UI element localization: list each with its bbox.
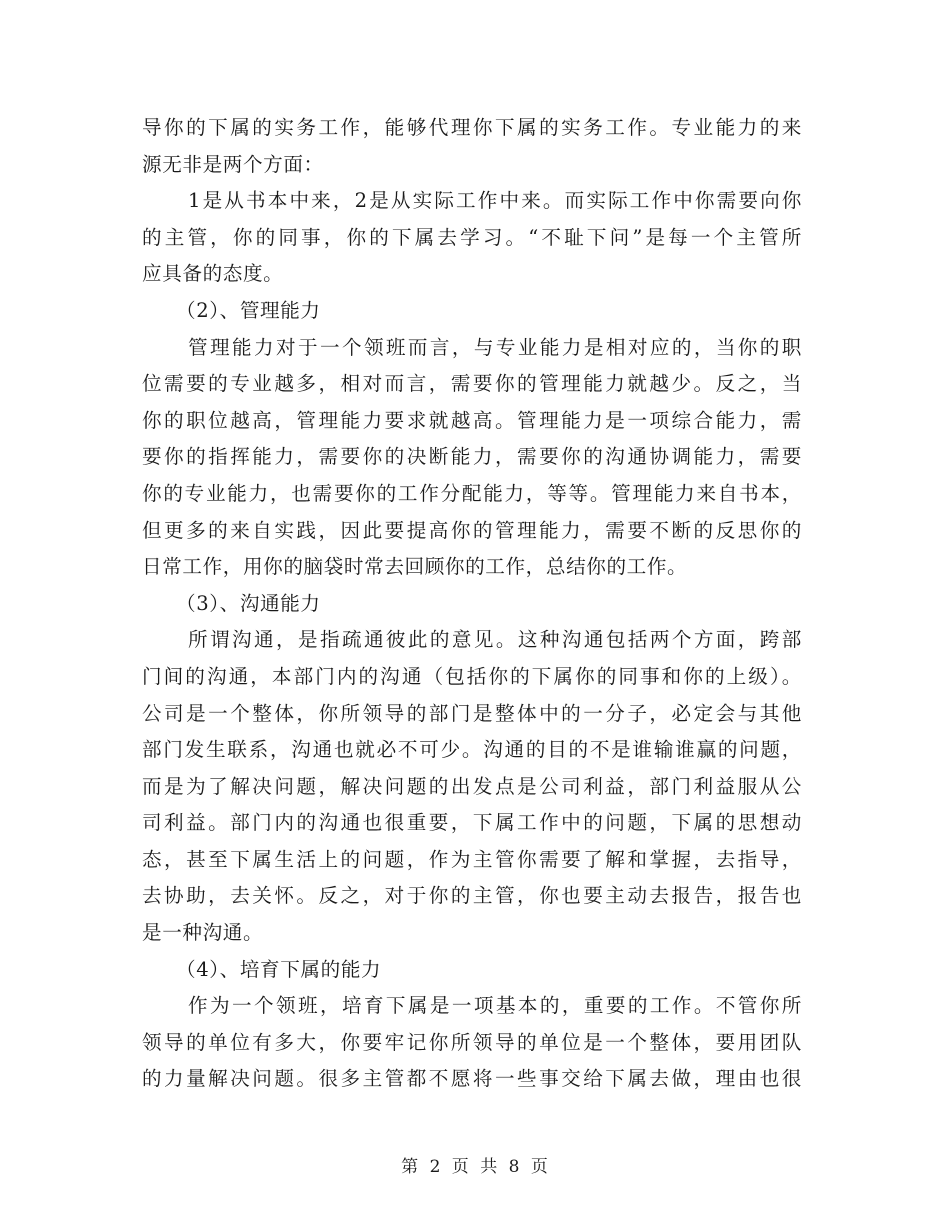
text-line: 要你的指挥能力，需要你的决断能力，需要你的沟通协调能力，需要	[142, 445, 802, 469]
text-line: 的主管，你的同事，你的下属去学习。“不耻下问”是每一个主管所	[142, 225, 802, 249]
text-line: 的力量解决问题。很多主管都不愿将一些事交给下属去做，理由也很	[142, 1067, 802, 1091]
text-line: 应具备的态度。	[142, 262, 284, 286]
text-line: 领导的单位有多大，你要牢记你所领导的单位是一个整体，要用团队	[142, 1030, 802, 1054]
text-line: 日常工作，用你的脑袋时常去回顾你的工作，总结你的工作。	[142, 555, 688, 579]
text-line: 是一种沟通。	[142, 921, 264, 945]
text-line: 管理能力对于一个领班而言，与专业能力是相对应的，当你的职	[188, 335, 802, 359]
text-line: 部门发生联系，沟通也就必不可少。沟通的目的不是谁输谁赢的问题，	[142, 738, 802, 762]
text-line: 但更多的来自实践，因此要提高你的管理能力，需要不断的反思你的	[142, 518, 802, 542]
text-line: 而是为了解决问题，解决问题的出发点是公司利益，部门利益服从公	[142, 774, 802, 798]
text-line: 源无非是两个方面：	[142, 152, 324, 176]
text-line: 1是从书本中来，2是从实际工作中来。而实际工作中你需要向你	[188, 189, 802, 213]
text-line: 位需要的专业越多，相对而言，需要你的管理能力就越少。反之，当	[142, 372, 802, 396]
text-line: 司利益。部门内的沟通也很重要，下属工作中的问题，下属的思想动	[142, 811, 802, 835]
text-line: 公司是一个整体，你所领导的部门是整体中的一分子，必定会与其他	[142, 701, 802, 725]
text-line: 所谓沟通，是指疏通彼此的意见。这种沟通包括两个方面，跨部	[188, 628, 802, 652]
text-line: 你的职位越高，管理能力要求就越高。管理能力是一项综合能力，需	[142, 408, 802, 432]
text-line: 门间的沟通，本部门内的沟通（包括你的下属你的同事和你的上级）。	[142, 664, 802, 688]
text-line: 去协助，去关怀。反之，对于你的主管，你也要主动去报告，报告也	[142, 884, 802, 908]
text-line: 作为一个领班，培育下属是一项基本的，重要的工作。不管你所	[188, 994, 802, 1018]
page-number-footer: 第 2 页 共 8 页	[401, 1157, 549, 1177]
text-line: 态，甚至下属生活上的问题，作为主管你需要了解和掌握，去指导，	[142, 847, 802, 871]
text-line: 你的专业能力，也需要你的工作分配能力，等等。管理能力来自书本，	[142, 481, 802, 505]
document-body	[142, 110, 802, 1098]
section-heading: （4）、培育下属的能力	[176, 957, 382, 981]
section-heading: （3）、沟通能力	[176, 591, 321, 615]
text-line: 导你的下属的实务工作，能够代理你下属的实务工作。专业能力的来	[142, 116, 802, 139]
section-heading: （2）、管理能力	[176, 298, 321, 322]
